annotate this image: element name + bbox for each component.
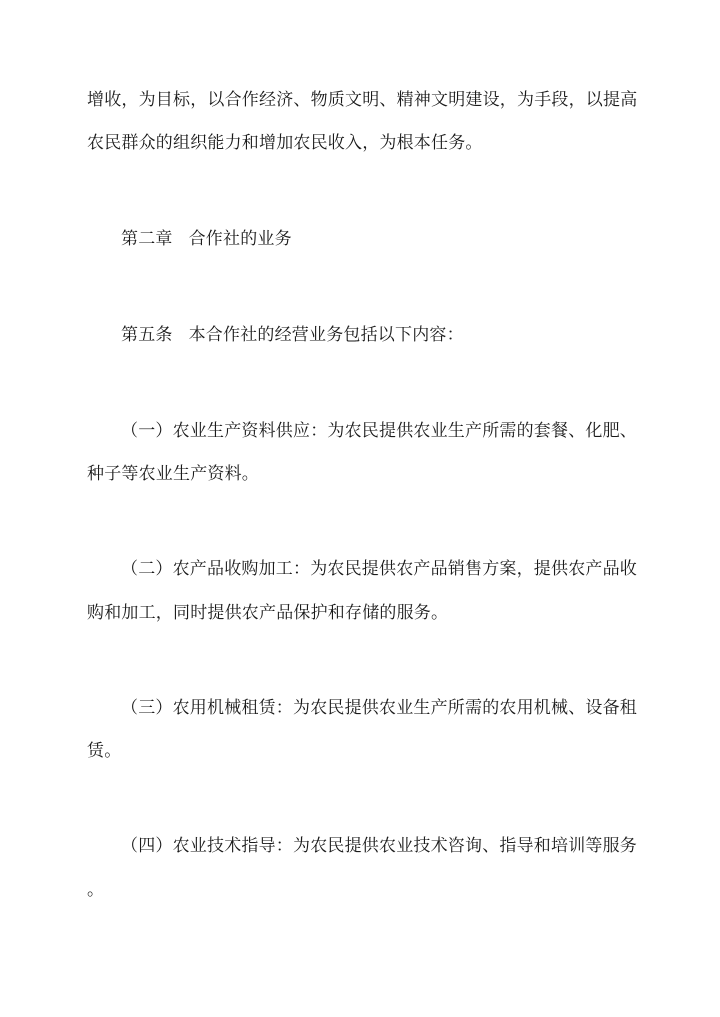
item-3-line-1: （三）农用机械租赁：为农民提供农业生产所需的农用机械、设备租 xyxy=(121,698,637,718)
article-heading xyxy=(121,323,681,347)
item-1-line-2: 种子等农业生产资料。 xyxy=(87,464,259,484)
item-2-line-1: （二）农产品收购加工：为农民提供农产品销售方案，提供农产品收 xyxy=(121,559,637,579)
intro-line-1: 增收，为目标，以合作经济、物质文明、精神文明建设，为手段，以提高 xyxy=(87,90,638,110)
chapter-title: 合作社的业务 xyxy=(188,229,292,249)
item-4-line-1: （四）农业技术指导：为农民提供农业技术咨询、指导和培训等服务 xyxy=(121,836,637,856)
item-2-line-2: 购和加工，同时提供农产品保护和存储的服务。 xyxy=(87,603,449,623)
article-number: 第五条 xyxy=(121,325,173,345)
chapter-number: 第二章 xyxy=(121,229,173,249)
item-3-line-2: 赁。 xyxy=(87,741,122,761)
intro-line-2: 农民群众的组织能力和增加农民收入，为根本任务。 xyxy=(87,133,483,153)
article-text: 本合作社的经营业务包括以下内容： xyxy=(188,325,464,345)
item-4-line-2: 。 xyxy=(87,880,105,900)
item-1-line-1: （一）农业生产资料供应：为农民提供农业生产所需的套餐、化肥、 xyxy=(121,421,637,441)
chapter-heading xyxy=(121,227,681,251)
